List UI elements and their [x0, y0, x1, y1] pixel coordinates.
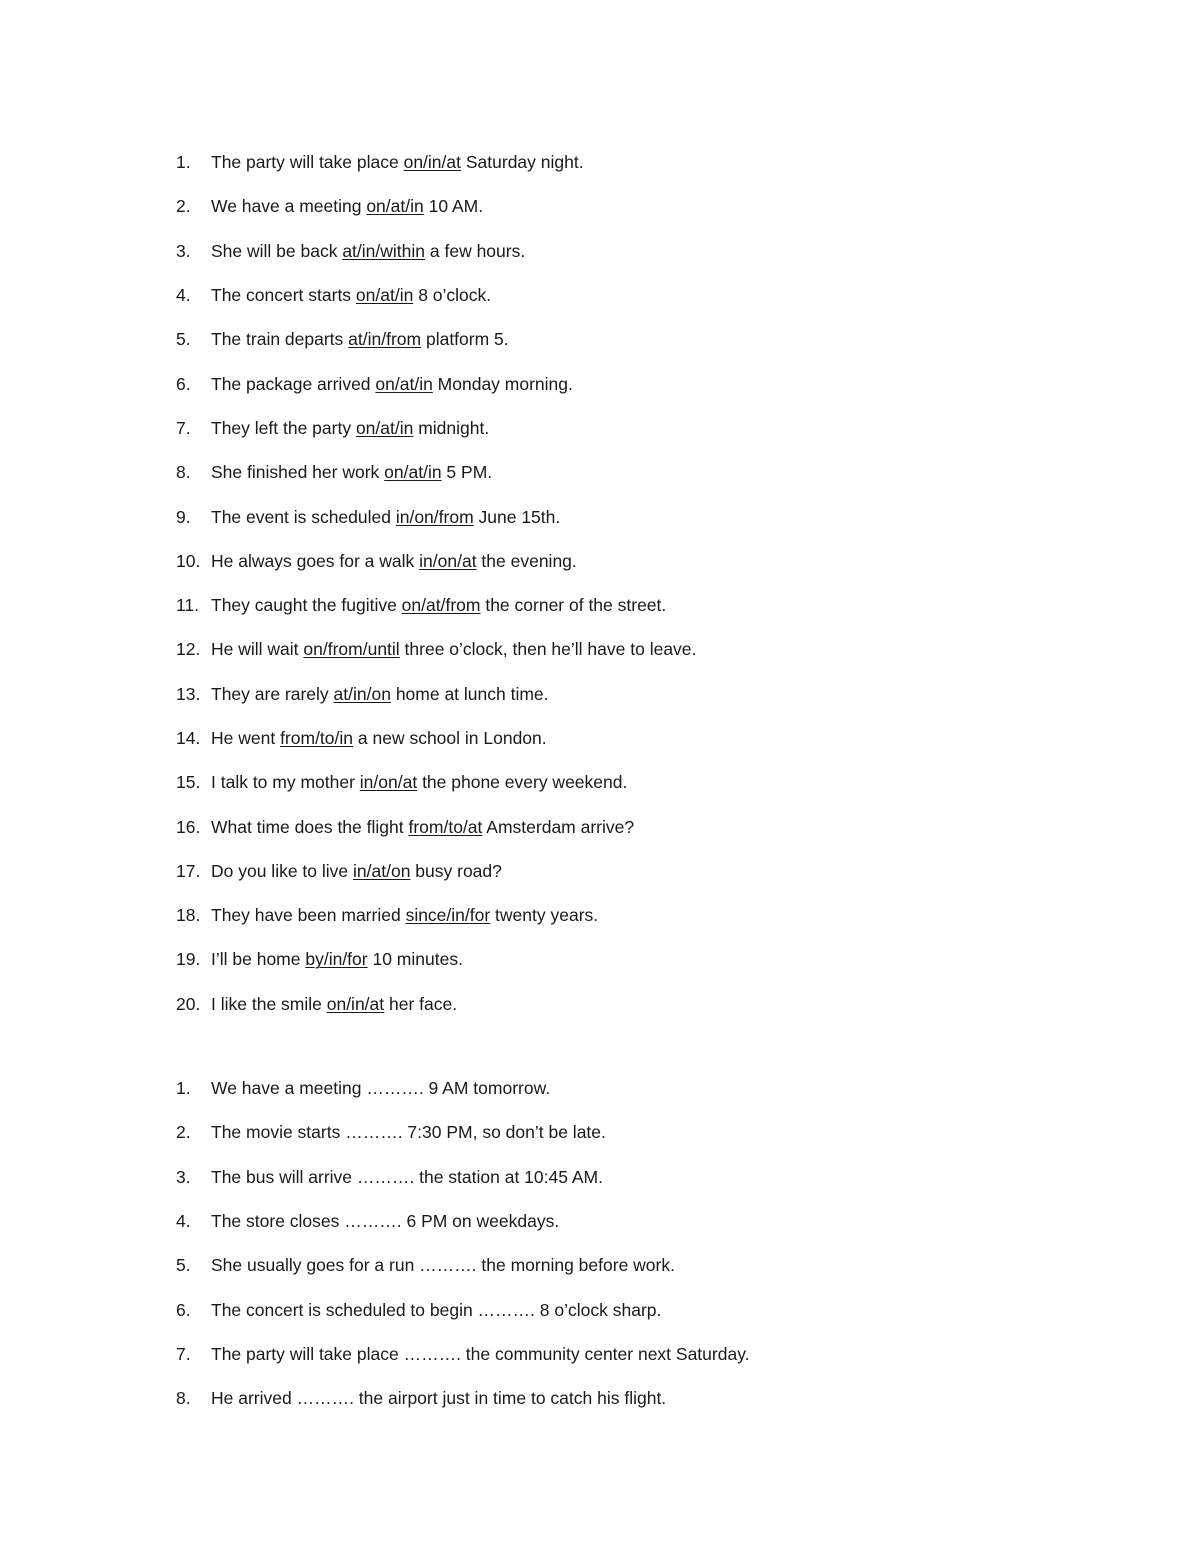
item-text-after: home at lunch time.: [390, 683, 549, 704]
exercise-2-item: [176, 1110, 750, 1154]
exercise-1-item: [176, 140, 696, 184]
item-options: since/in/for: [405, 905, 491, 926]
item-options: on/at/in: [366, 196, 424, 217]
item-text-after: the phone every weekend.: [417, 772, 628, 793]
item-text-after: the corner of the street.: [480, 595, 667, 616]
item-text: He arrived ………. the airport just in time to catch his flight.: [211, 1388, 667, 1409]
item-text-after: three o’clock, then he’ll have to leave.: [399, 639, 697, 660]
exercise-1-item: [176, 627, 696, 671]
exercise-2-item: [176, 1287, 750, 1331]
item-text-after: Saturday night.: [461, 152, 584, 173]
item-number: 9.: [176, 506, 191, 527]
item-text-before: The concert starts: [211, 285, 356, 306]
exercise-2-item: [176, 1066, 750, 1110]
item-options: on/at/from: [401, 595, 481, 616]
item-number: 14.: [176, 728, 201, 748]
item-text-after: her face.: [384, 993, 458, 1014]
item-text-before: They left the party: [211, 417, 356, 438]
item-options: on/at/in: [375, 373, 433, 394]
exercise-2-item: [176, 1199, 750, 1243]
item-text-after: 10 AM.: [423, 196, 484, 217]
exercise-1-item: [176, 494, 696, 538]
item-options: at/in/within: [342, 240, 426, 261]
item-text-before: The party will take place: [211, 152, 404, 173]
exercise-1-item: [176, 716, 696, 760]
item-number: 8.: [176, 1388, 191, 1409]
item-number: 2.: [176, 196, 191, 217]
item-number: 12.: [176, 639, 201, 660]
item-text-before: The train departs: [211, 329, 349, 350]
item-text-before: They caught the fugitive: [211, 595, 402, 616]
item-text-before: I’ll be home: [211, 949, 306, 970]
item-number: 10.: [176, 550, 201, 571]
exercise-1-item: [176, 361, 696, 405]
item-text-after: midnight.: [413, 417, 490, 438]
item-text-before: I like the smile: [211, 993, 327, 1014]
exercise-1-item: [176, 937, 696, 981]
item-text-before: He always goes for a walk: [211, 550, 420, 571]
item-number: 7.: [176, 417, 191, 438]
item-number: 3.: [176, 240, 191, 261]
item-text-before: The package arrived: [211, 373, 376, 394]
item-number: 19.: [176, 949, 201, 970]
item-text: The movie starts ………. 7:30 PM, so don’t be late.: [211, 1122, 606, 1143]
item-text-before: Do you like to live: [211, 860, 354, 881]
item-options: at/in/from: [348, 329, 422, 350]
item-options: on/at/in: [384, 462, 442, 483]
item-text-after: platform 5.: [421, 329, 509, 350]
exercise-1-item: [176, 539, 696, 583]
exercise-1-item: [176, 672, 696, 716]
item-number: 5.: [176, 329, 191, 350]
item-text-after: 5 PM.: [441, 462, 493, 483]
exercise-1-item: [176, 804, 696, 848]
exercise-2-item: [176, 1376, 750, 1420]
exercise-2-list: [176, 1066, 750, 1420]
item-options: on/in/at: [326, 993, 385, 1014]
item-text-after: twenty years.: [490, 905, 599, 926]
item-number: 4.: [176, 1211, 191, 1232]
exercise-2-item: [176, 1155, 750, 1199]
item-number: 2.: [176, 1122, 191, 1143]
item-options: in/at/on: [353, 860, 411, 881]
item-text: The store closes ………. 6 PM on weekdays.: [211, 1211, 560, 1232]
item-number: 20.: [176, 993, 201, 1014]
exercise-1-item: [176, 184, 696, 228]
exercise-1-item: [176, 229, 696, 273]
item-options: by/in/for: [305, 949, 368, 970]
item-options: on/at/in: [355, 285, 414, 306]
exercise-1-item: [176, 273, 696, 317]
item-text-before: What time does the flight: [211, 816, 409, 837]
item-number: 16.: [176, 816, 201, 837]
item-text-after: Monday morning.: [432, 373, 573, 394]
item-text-before: She will be back: [211, 240, 343, 261]
item-text-after: a few hours.: [425, 240, 526, 261]
item-text-after: 10 minutes.: [367, 949, 463, 970]
exercise-1-list: [176, 140, 696, 1026]
item-number: 1.: [176, 152, 191, 173]
item-number: 5.: [176, 1255, 191, 1276]
item-text-before: They are rarely: [211, 683, 334, 704]
item-number: 8.: [176, 462, 191, 483]
item-number: 15.: [176, 772, 201, 793]
item-options: on/in/at: [403, 152, 461, 173]
item-number: 7.: [176, 1343, 191, 1364]
exercise-1-item: [176, 450, 696, 494]
item-options: at/in/on: [333, 683, 391, 704]
item-number: 3.: [176, 1166, 191, 1187]
item-text: We have a meeting ………. 9 AM tomorrow.: [211, 1078, 551, 1099]
item-text-after: a new school in London.: [353, 728, 547, 748]
item-options: on/at/in: [355, 417, 414, 438]
exercise-1-item: [176, 893, 696, 937]
item-options: in/on/at: [359, 772, 418, 793]
item-text: The concert is scheduled to begin ………. 8 o’clock sharp.: [211, 1299, 662, 1320]
item-text-after: busy road?: [410, 860, 502, 881]
item-text-before: They have been married: [211, 905, 406, 926]
exercise-1-item: [176, 982, 696, 1026]
item-text-after: the evening.: [476, 550, 577, 571]
exercise-1-item: [176, 317, 696, 361]
exercise-1-item: [176, 406, 696, 450]
item-options: in/on/at: [419, 550, 477, 571]
item-number: 18.: [176, 905, 201, 926]
item-text-before: He will wait: [211, 639, 304, 660]
item-options: on/from/until: [303, 639, 400, 660]
item-text-before: We have a meeting: [211, 196, 367, 217]
item-number: 1.: [176, 1078, 191, 1099]
exercise-1-item: [176, 760, 696, 804]
item-text-before: He went: [211, 728, 281, 748]
exercise-1-item: [176, 583, 696, 627]
item-number: 17.: [176, 860, 201, 881]
item-options: from/to/in: [280, 728, 354, 748]
item-number: 6.: [176, 1299, 191, 1320]
item-options: from/to/at: [408, 816, 483, 837]
exercise-2-item: [176, 1332, 750, 1376]
item-number: 6.: [176, 373, 191, 394]
item-text: The party will take place ………. the community center next Saturday.: [211, 1343, 750, 1364]
item-text-after: June 15th.: [473, 506, 561, 527]
item-text-after: Amsterdam arrive?: [482, 816, 635, 837]
exercise-1-item: [176, 849, 696, 893]
item-options: in/on/from: [395, 506, 474, 527]
item-text-before: The event is scheduled: [211, 506, 396, 527]
item-text-before: She finished her work: [211, 462, 385, 483]
item-text-after: 8 o’clock.: [413, 285, 492, 306]
item-text: The bus will arrive ………. the station at 10:45 AM.: [211, 1166, 603, 1187]
item-text-before: I talk to my mother: [211, 772, 360, 793]
exercise-2-item: [176, 1243, 750, 1287]
item-number: 11.: [176, 595, 200, 616]
item-number: 13.: [176, 683, 201, 704]
item-number: 4.: [176, 285, 191, 306]
item-text: She usually goes for a run ………. the morning before work.: [211, 1255, 675, 1276]
